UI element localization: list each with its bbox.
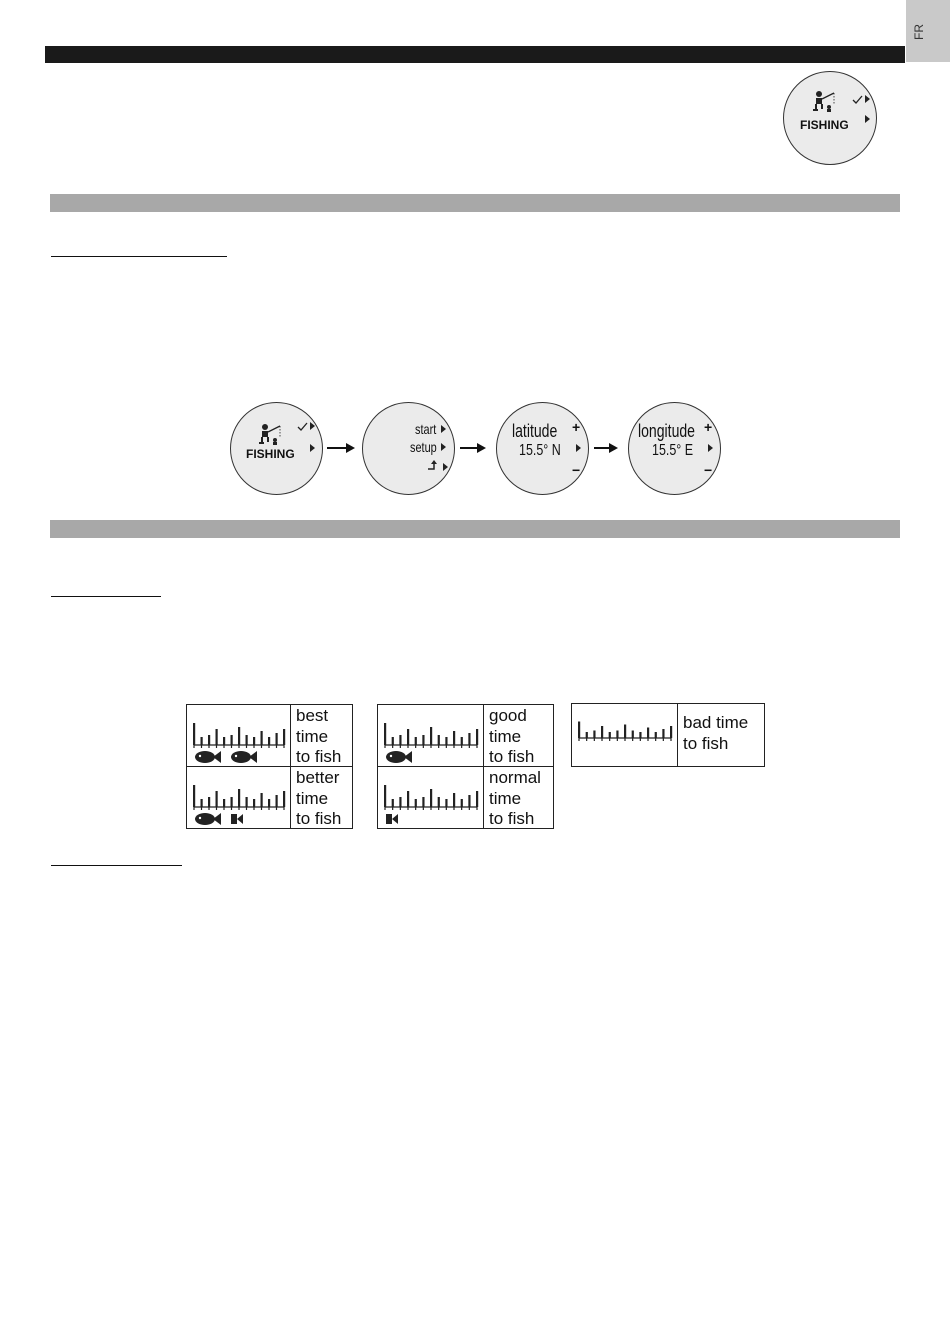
- graph-tick: [384, 807, 385, 810]
- graph-bar: [468, 733, 470, 745]
- graph-bar: [238, 789, 240, 807]
- fish-icon: [231, 751, 257, 763]
- graph-bar: [624, 725, 626, 739]
- graph-bar: [223, 737, 225, 745]
- watch-screen-longitude: [628, 402, 721, 495]
- graph-tick: [609, 738, 610, 741]
- graph-bar: [208, 797, 210, 807]
- graph-bar: [461, 737, 463, 745]
- graph-tick: [268, 745, 269, 748]
- graph-tick: [624, 738, 625, 741]
- graph-tick: [283, 745, 284, 748]
- graph-tick: [193, 745, 194, 748]
- graph-tick: [392, 745, 393, 748]
- fishing-table-left: [186, 704, 353, 829]
- graph-bar: [201, 799, 203, 807]
- menu-item-start: start: [415, 421, 437, 437]
- graph-bar: [578, 722, 580, 739]
- graph-bar: [632, 731, 634, 739]
- fisherman-icon: [258, 423, 284, 447]
- graph-tick: [670, 738, 671, 741]
- graph-bar: [586, 732, 588, 738]
- graph-bar: [268, 737, 270, 745]
- graph-bar: [468, 795, 470, 807]
- level-label: good time to fish: [484, 705, 553, 767]
- arrow-right-icon: [310, 422, 315, 430]
- menu-item-setup: setup: [410, 439, 437, 455]
- graph-tick: [392, 807, 393, 810]
- level-graph: [187, 767, 291, 828]
- graph-tick: [231, 745, 232, 748]
- half-fish-icon: [231, 814, 243, 824]
- minus-icon: −: [704, 462, 713, 478]
- graph-tick: [276, 745, 277, 748]
- graph-bar: [453, 793, 455, 807]
- tide-graph: [187, 705, 290, 766]
- graph-bar: [231, 797, 233, 807]
- title-bar: [45, 46, 905, 63]
- graph-tick: [223, 745, 224, 748]
- graph-tick: [586, 738, 587, 741]
- graph-bar: [476, 791, 478, 807]
- graph-bar: [208, 735, 210, 745]
- graph-bar: [415, 799, 417, 807]
- graph-bar: [476, 729, 478, 745]
- fishing-table-right: [571, 703, 765, 767]
- graph-bar: [193, 785, 195, 807]
- graph-tick: [446, 807, 447, 810]
- graph-tick: [261, 745, 262, 748]
- graph-bar: [399, 735, 401, 745]
- graph-bar: [445, 737, 447, 745]
- graph-tick: [238, 807, 239, 810]
- longitude-title: longitude: [638, 421, 696, 441]
- graph-bar: [422, 735, 424, 745]
- graph-tick: [578, 738, 579, 741]
- tide-graph: [572, 704, 677, 766]
- graph-bar: [616, 731, 618, 739]
- tide-graph: [378, 705, 483, 766]
- graph-bar: [392, 737, 394, 745]
- language-tab: [906, 0, 950, 62]
- graph-tick: [601, 738, 602, 741]
- graph-tick: [461, 745, 462, 748]
- graph-tick: [438, 745, 439, 748]
- graph-tick: [407, 807, 408, 810]
- arrow-right-icon: [865, 115, 870, 123]
- graph-bar: [670, 726, 672, 738]
- arrow-right-icon: [443, 463, 448, 471]
- graph-tick: [384, 745, 385, 748]
- graph-tick: [201, 807, 202, 810]
- subsection-underline: [51, 865, 182, 866]
- graph-bar: [216, 729, 218, 745]
- graph-tick: [594, 738, 595, 741]
- arrow-right-icon: [576, 444, 581, 452]
- graph-tick: [238, 745, 239, 748]
- longitude-value: 15.5° E: [652, 442, 694, 459]
- level-graph: [378, 705, 484, 767]
- graph-tick: [469, 745, 470, 748]
- arrow-right-icon: [708, 444, 713, 452]
- graph-bar: [662, 729, 664, 738]
- plus-icon: +: [572, 419, 581, 435]
- graph-tick: [223, 807, 224, 810]
- graph-tick: [438, 807, 439, 810]
- graph-tick: [261, 807, 262, 810]
- graph-bar: [193, 723, 195, 745]
- graph-tick: [253, 807, 254, 810]
- arrow-right-icon: [441, 443, 446, 451]
- graph-bar: [593, 731, 595, 739]
- watch-screen-latitude: [496, 402, 589, 495]
- graph-bar: [445, 799, 447, 807]
- subsection-underline: [51, 256, 227, 257]
- graph-tick: [423, 745, 424, 748]
- level-label: bad time to fish: [683, 713, 749, 753]
- graph-tick: [647, 738, 648, 741]
- latitude-title: latitude: [512, 421, 558, 441]
- graph-bar: [384, 723, 386, 745]
- graph-bar: [430, 789, 432, 807]
- graph-tick: [617, 738, 618, 741]
- graph-bar: [438, 735, 440, 745]
- graph-tick: [400, 745, 401, 748]
- arrow-right-icon: [865, 95, 870, 103]
- graph-bar: [601, 726, 603, 738]
- graph-bar: [276, 795, 278, 807]
- graph-bar: [261, 793, 263, 807]
- graph-tick: [283, 807, 284, 810]
- fishing-mode-watch: [783, 71, 877, 165]
- watch-screen-fishing: [230, 402, 323, 495]
- flow-arrow-head: [346, 443, 355, 453]
- level-label: better time to fish: [296, 768, 342, 828]
- graph-bar: [392, 799, 394, 807]
- graph-bar: [430, 727, 432, 745]
- level-graph: [378, 767, 484, 828]
- graph-bar: [453, 731, 455, 745]
- graph-bar: [253, 799, 255, 807]
- arrow-right-icon: [441, 425, 446, 433]
- graph-tick: [276, 807, 277, 810]
- graph-tick: [208, 745, 209, 748]
- graph-bar: [384, 785, 386, 807]
- graph-tick: [430, 745, 431, 748]
- graph-tick: [208, 807, 209, 810]
- graph-tick: [453, 745, 454, 748]
- graph-tick: [446, 745, 447, 748]
- graph-bar: [231, 735, 233, 745]
- graph-bar: [422, 797, 424, 807]
- graph-bar: [246, 797, 248, 807]
- flow-arrow: [594, 447, 610, 449]
- graph-bar: [201, 737, 203, 745]
- graph-bar: [276, 733, 278, 745]
- fish-icon: [195, 751, 221, 763]
- graph-tick: [476, 745, 477, 748]
- graph-tick: [216, 745, 217, 748]
- graph-tick: [469, 807, 470, 810]
- watch-screen-menu: [362, 402, 455, 495]
- graph-bar: [415, 737, 417, 745]
- graph-tick: [655, 738, 656, 741]
- flow-arrow: [460, 447, 478, 449]
- graph-tick: [201, 745, 202, 748]
- graph-tick: [663, 738, 664, 741]
- graph-tick: [476, 807, 477, 810]
- graph-tick: [407, 745, 408, 748]
- graph-bar: [253, 737, 255, 745]
- fishing-table-middle: [377, 704, 554, 829]
- graph-bar: [407, 729, 409, 745]
- graph-bar: [261, 731, 263, 745]
- graph-bar: [647, 728, 649, 739]
- subsection-underline: [51, 596, 161, 597]
- fisherman-icon: [812, 90, 838, 114]
- graph-tick: [632, 738, 633, 741]
- graph-tick: [246, 745, 247, 748]
- graph-tick: [453, 807, 454, 810]
- graph-tick: [415, 807, 416, 810]
- latitude-value: 15.5° N: [519, 442, 561, 459]
- graph-bar: [268, 799, 270, 807]
- back-icon: [427, 460, 441, 471]
- graph-tick: [246, 807, 247, 810]
- graph-bar: [283, 729, 285, 745]
- graph-bar: [283, 791, 285, 807]
- minus-icon: −: [572, 462, 581, 478]
- graph-tick: [640, 738, 641, 741]
- tide-graph: [378, 767, 483, 828]
- section-bar: [50, 520, 900, 538]
- graph-bar: [223, 799, 225, 807]
- plus-icon: +: [704, 419, 713, 435]
- graph-bar: [216, 791, 218, 807]
- graph-bar: [655, 732, 657, 738]
- language-tab-label: FR: [912, 24, 926, 40]
- flow-arrow: [327, 447, 347, 449]
- screen-fishing-label: FISHING: [246, 447, 295, 461]
- graph-tick: [461, 807, 462, 810]
- graph-tick: [216, 807, 217, 810]
- section-bar: [50, 194, 900, 212]
- half-fish-icon: [386, 814, 398, 824]
- fishing-mode-label: FISHING: [800, 118, 849, 132]
- graph-bar: [639, 732, 641, 738]
- flow-arrow-head: [609, 443, 618, 453]
- level-label: best time to fish: [291, 705, 352, 767]
- graph-tick: [193, 807, 194, 810]
- level-graph: [572, 704, 678, 766]
- graph-bar: [609, 732, 611, 738]
- graph-bar: [238, 727, 240, 745]
- graph-tick: [415, 745, 416, 748]
- graph-bar: [438, 797, 440, 807]
- graph-bar: [461, 799, 463, 807]
- graph-tick: [400, 807, 401, 810]
- graph-tick: [253, 745, 254, 748]
- arrow-right-icon: [310, 444, 315, 452]
- graph-bar: [246, 735, 248, 745]
- level-label: normal time to fish: [489, 768, 541, 828]
- check-icon: [852, 95, 863, 104]
- flow-arrow-head: [477, 443, 486, 453]
- graph-bar: [407, 791, 409, 807]
- tide-graph: [187, 767, 290, 828]
- level-graph: [187, 705, 291, 767]
- graph-bar: [399, 797, 401, 807]
- fish-icon: [386, 751, 412, 763]
- graph-tick: [423, 807, 424, 810]
- graph-tick: [268, 807, 269, 810]
- check-icon: [297, 422, 308, 431]
- fish-icon: [195, 813, 221, 825]
- graph-tick: [231, 807, 232, 810]
- graph-tick: [430, 807, 431, 810]
